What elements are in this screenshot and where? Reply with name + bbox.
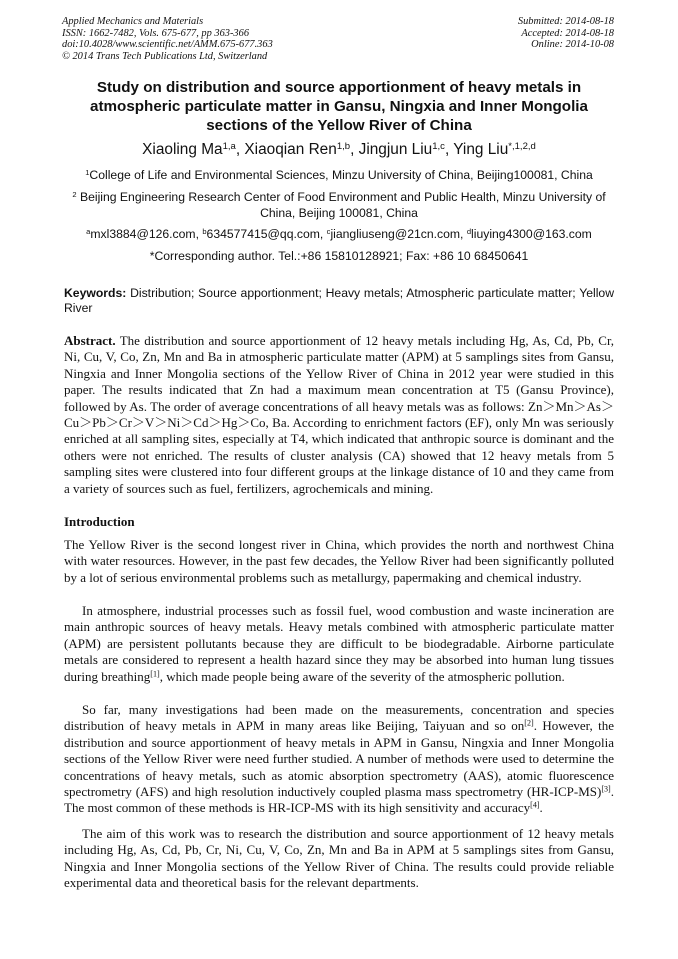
email: mxl3884@126.com (90, 227, 196, 241)
keywords-text: Distribution; Source apportionment; Heavy metals; Atmospheric particulate matter; Yellow River (64, 286, 614, 315)
journal-name: Applied Mechanics and Materials (62, 16, 204, 27)
paragraph: The aim of this work was to research the distribution and source apportionment of 12 heavy metals including Hg, As, Cd, Pb, Cr, Ni, Cu, V, Co, Zn, Mn and Ba in APM at 5 samplings sites from Gansu, Ningxia and Inner Mongolia sections of the Yellow River of China. The results could provide reliable experimental data and theoretical basis for the relevant departments. (64, 826, 614, 891)
author-name: Jingjun Liu (358, 141, 433, 158)
keywords-label: Keywords: (64, 286, 127, 300)
paragraph-text: . (539, 800, 543, 816)
citation[interactable]: [3] (601, 784, 611, 794)
paragraph-text: , which made people being aware of the severity of the atmospheric pollution. (159, 668, 565, 684)
affiliation-text: Beijing Engineering Research Center of Food Environment and Public Health, Minzu University of China, Beijing 100081, China (79, 190, 606, 220)
paragraph (64, 603, 614, 685)
email-list: $^a$mxl3884@126.com, $^b$634577415@qq.com, $^c$jiangliuseng@21cn.com, $^d$liuying4300@163.com (86, 226, 592, 241)
author-name: Xiaoling Ma (142, 141, 223, 158)
author-sup: 1,a (222, 140, 236, 152)
email: jiangliuseng@21cn.com (330, 227, 461, 241)
paragraph-text: . However, the distribution and source apportionment of heavy metals in APM in Gansu, Ningxia and Inner Mongolia sections of the Yellow River were need further studied. A number of methods were used to determine the concentrations of heavy metals, such as atomic absorption spectrometry (AAS), atomic fluorescence spectrometry (AFS) and high resolution inductively coupled plasma mass spectrometry (HR-ICP-MS) (64, 718, 614, 800)
citation[interactable]: [4] (530, 801, 540, 811)
abstract-text: The distribution and source apportionment of 12 heavy metals including Hg, As, Cd, Pb, Cr, Ni, Cu, V, Co, Zn, Mn and Ba in atmospheric particulate matter (APM) at 5 samplings sites from Gansu, Ningxia and Inner Mongolia sections of the Yellow River of China in 2012 year were studied in this paper. The results indicated that Zn had a maximum mean concentration at T5 (Gansu Province), followed by As. The order of average concentrations of all heavy metals was as follows: Zn＞Mn＞As＞Cu＞Pb＞Cr＞V＞Ni＞Cd＞Hg＞Co, Ba. According to enrichment factors (EF), only Mn was seriously enriched at all sampling sites, especially at T4, which indicated that anthropic source is dominant and the others were not enriched. The results of cluster analysis (CA) showed that 12 heavy metals from 5 sampling sites were clustered into four different groups at the linkage distance of 10 and they came from a variety of sources such as fuel, fertilizers, agrochemicals and mining. (64, 333, 614, 496)
journal-copyright: © 2014 Trans Tech Publications Ltd, Switzerland (62, 50, 268, 62)
accepted-date: Accepted: 2014-08-18 (521, 27, 614, 39)
journal-header (62, 16, 273, 62)
email: 634577415@qq.com (206, 227, 320, 241)
paragraph-text: In atmosphere, industrial processes such as fossil fuel, wood combustion and waste incineration are main anthropic sources of heavy metals. Heavy metals combined with atmospheric particulate matter (APM) are persistent pollutants because they are difficult to be biodegradable. Airborne particulate metals are considered to represent a health hazard since they may be absorbed into human lung tissues during breathing (64, 603, 614, 684)
affiliation-sup: 2 (72, 189, 77, 199)
paragraph (64, 702, 614, 817)
affiliation-1 (60, 167, 618, 183)
corresponding-author: *Corresponding author. Tel.:+86 15810128921; Fax: +86 10 68450641 (149, 249, 529, 263)
affiliation-text: College of Life and Environmental Sciences, Minzu University of China, Beijing100081, China (89, 168, 593, 182)
author-list: Xiaoling Ma$^{1,a}$, Xiaoqian Ren$^{1,b}$, Jingjun Liu$^{1,c}$, Ying Liu$^{*,1,2,d}$ (142, 140, 536, 158)
section-heading: Introduction (64, 514, 135, 529)
author-name: Ying Liu (453, 141, 509, 158)
submitted-date: Submitted: 2014-08-18 (517, 16, 614, 27)
dates-header (518, 16, 614, 51)
affiliation-sup: 1 (85, 167, 90, 177)
paragraph: The Yellow River is the second longest river in China, which provides the north and northwest China with water resources. However, in the past few decades, the Yellow River had been significantly polluted by a lot of serious environmental problems such as metallurgy, papermaking and chemical industry. (64, 537, 614, 585)
paper-title: Study on distribution and source apportionment of heavy metals in atmospheric particulate matter in Gansu, Ningxia and Inner Mongolia sections of the Yellow River of China (90, 79, 588, 134)
email-sup: d (466, 226, 472, 236)
paragraph-text: So far, many investigations had been made on the measurements, concentration and species distribution of heavy metals in APM in many areas like Beijing, Taiyuan and so on (64, 702, 614, 734)
journal-issn: ISSN: 1662-7482, Vols. 675-677, pp 363-366 (62, 27, 250, 39)
citation[interactable]: [2] (524, 718, 534, 728)
abstract-label: Abstract. (64, 333, 116, 348)
author-name: Xiaoqian Ren (244, 141, 337, 158)
journal-doi: doi:10.4028/www.scientific.net/AMM.675-677.363 (62, 39, 273, 51)
author-sup: 1,c (432, 140, 445, 152)
email-sup: c (326, 226, 331, 236)
citation[interactable]: [1] (150, 669, 160, 679)
abstract (64, 333, 614, 497)
author-sup: *,1,2,d (508, 140, 536, 152)
online-date: Online: 2014-10-08 (531, 39, 614, 51)
paragraph-text: . The most common of these methods is HR-ICP-MS with its high sensitivity and accuracy (64, 784, 614, 816)
keywords (64, 286, 614, 316)
affiliation-2 (60, 189, 618, 221)
author-sup: 1,b (336, 140, 351, 152)
email: liuying4300@163.com (471, 227, 592, 241)
email-sup: b (202, 226, 207, 236)
email-sup: a (86, 226, 91, 236)
